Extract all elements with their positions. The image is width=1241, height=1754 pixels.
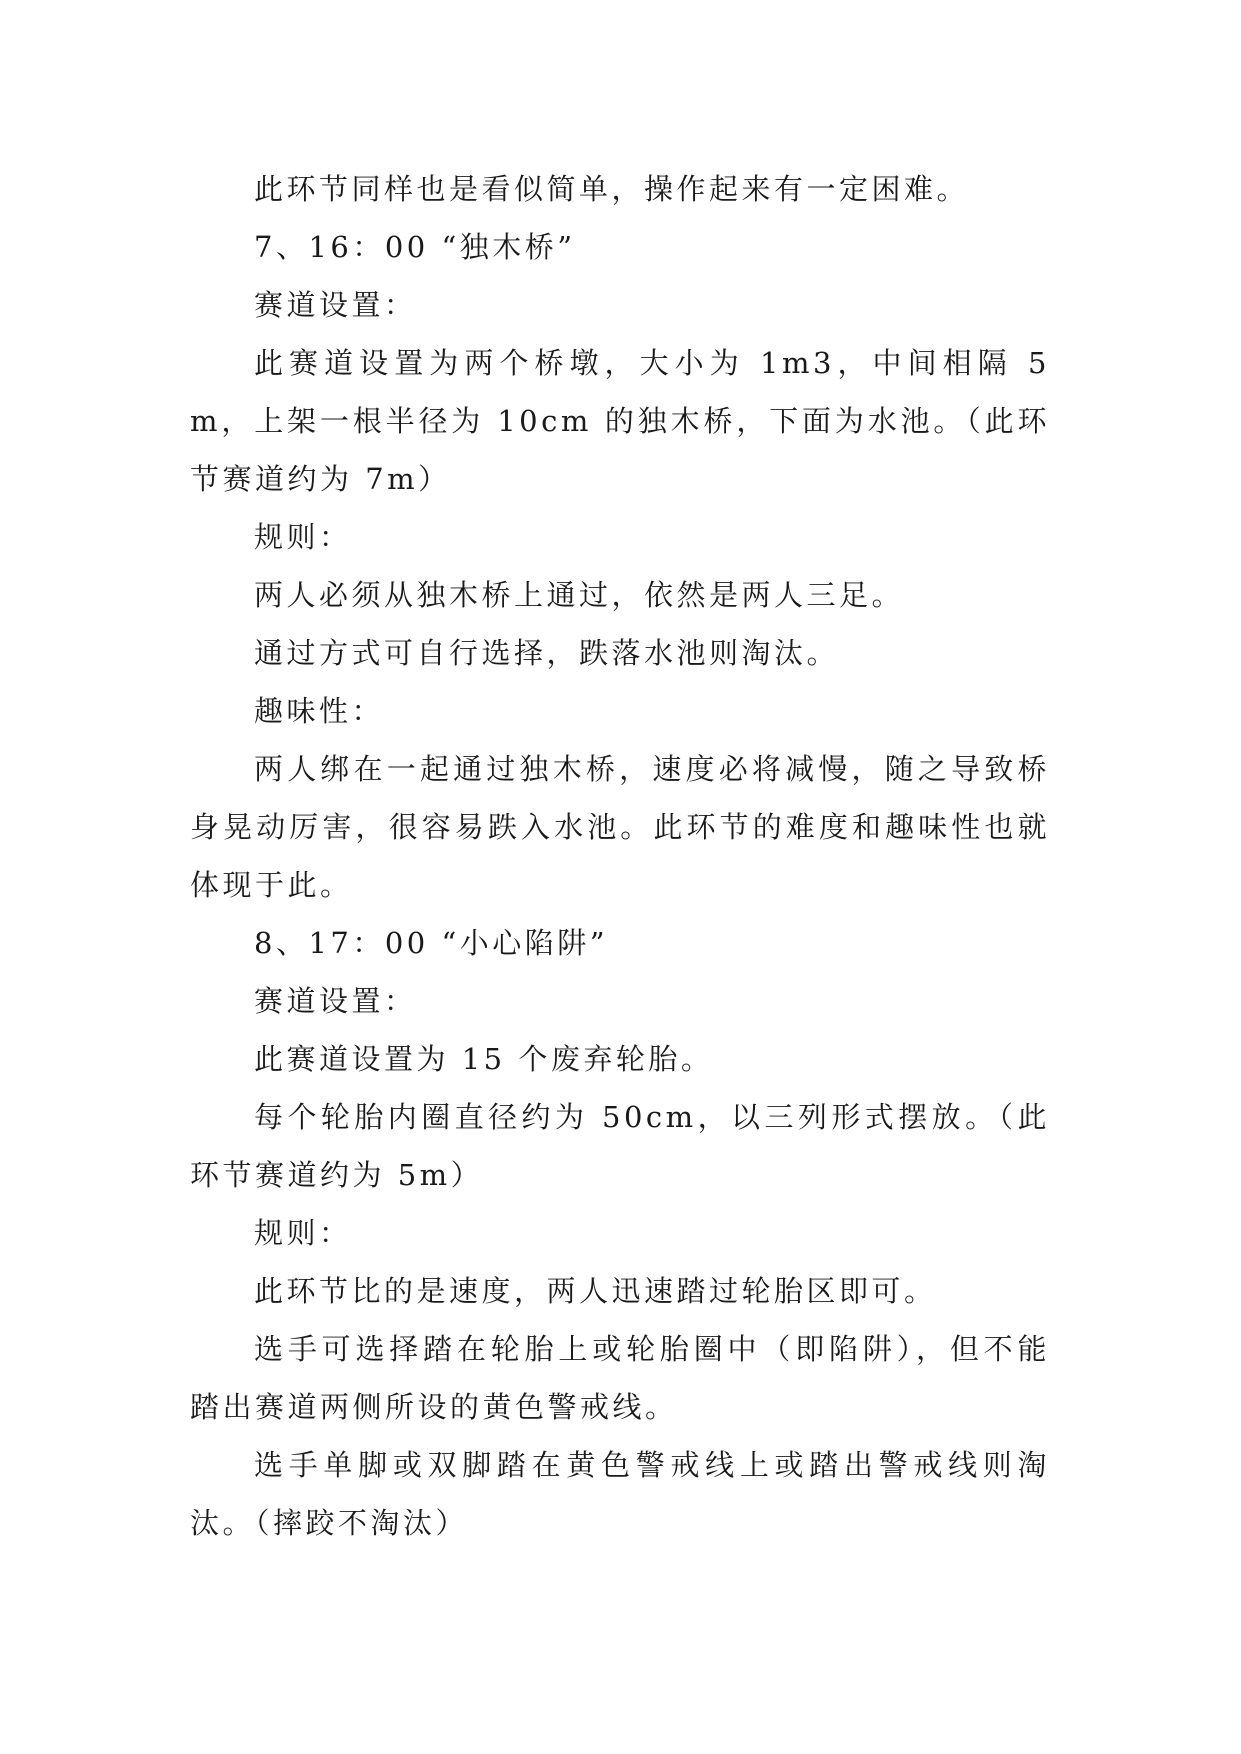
paragraph-track-setup-8-1: 此赛道设置为 15 个废弃轮胎。 — [254, 1042, 714, 1076]
document-page — [190, 160, 1050, 1552]
heading-event-7: 7、16：00 “独木桥” — [254, 230, 576, 264]
paragraph-rule-8-2: 选手可选择踏在轮胎上或轮胎圈中（即陷阱），但不能踏出赛道两侧所设的黄色警戒线。 — [190, 1332, 1050, 1424]
paragraph-rule-8-1: 此环节比的是速度，两人迅速踏过轮胎区即可。 — [254, 1274, 937, 1308]
paragraph-intro-difficulty: 此环节同样也是看似简单，操作起来有一定困难。 — [254, 172, 970, 206]
paragraph-fun-7: 两人绑在一起通过独木桥，速度必将减慢，随之导致桥身晃动厉害，很容易跌入水池。此环节的难度和趣味性也就体现于此。 — [190, 752, 1050, 902]
paragraph-rule-8-3: 选手单脚或双脚踏在黄色警戒线上或踏出警戒线则淘汰。（摔跤不淘汰） — [190, 1448, 1050, 1540]
paragraph-rule-7-2: 通过方式可自行选择，跌落水池则淘汰。 — [254, 636, 840, 670]
paragraph-rule-7-1: 两人必须从独木桥上通过，依然是两人三足。 — [254, 578, 905, 612]
label-rules-8: 规则： — [254, 1216, 352, 1250]
label-track-setup-8: 赛道设置： — [254, 984, 417, 1018]
label-fun-7: 趣味性： — [254, 694, 385, 728]
label-rules-7: 规则： — [254, 520, 352, 554]
paragraph-track-setup-7: 此赛道设置为两个桥墩，大小为 1m3，中间相隔 5m，上架一根半径为 10cm 的独木桥，下面为水池。（此环节赛道约为 7m） — [190, 346, 1050, 496]
paragraph-track-setup-8-2: 每个轮胎内圈直径约为 50cm，以三列形式摆放。（此环节赛道约为 5m） — [190, 1100, 1050, 1192]
heading-event-8: 8、17：00 “小心陷阱” — [254, 926, 609, 960]
label-track-setup-7: 赛道设置： — [254, 288, 417, 322]
